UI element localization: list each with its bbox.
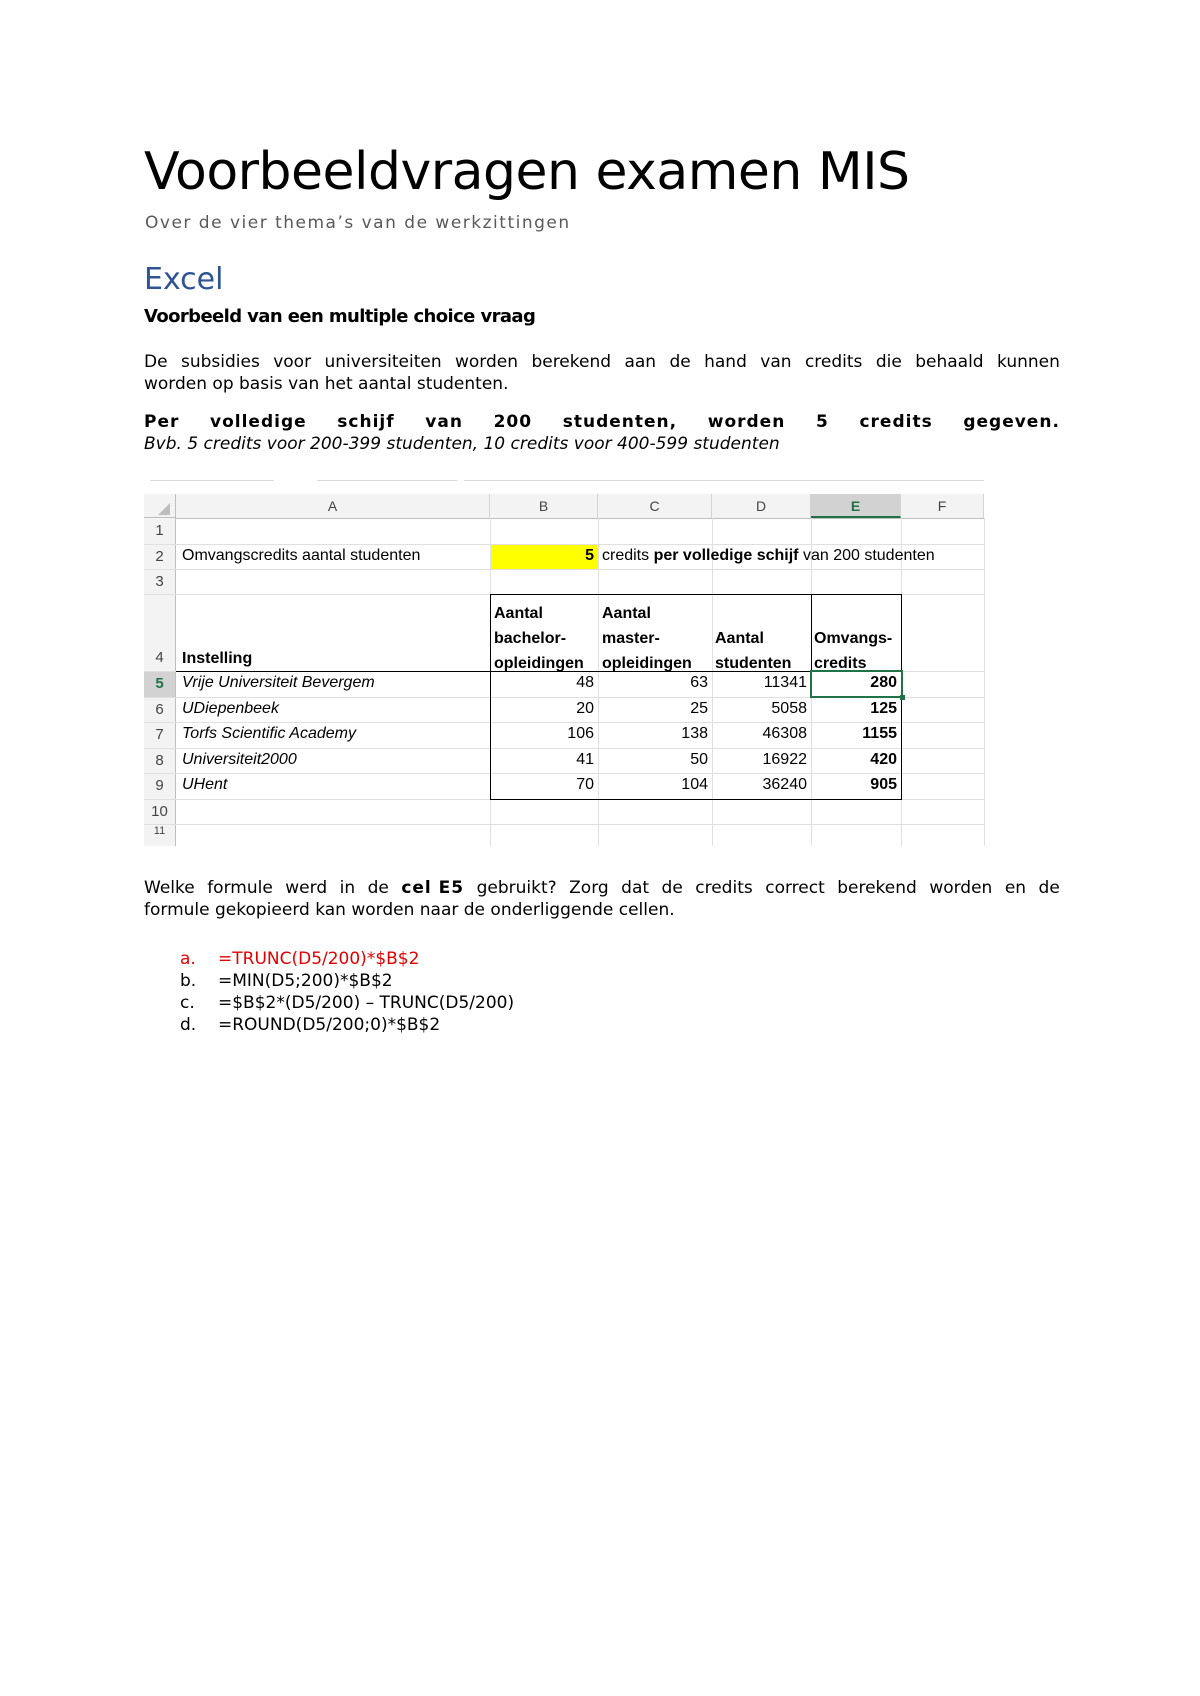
question-line1-word: cel E5 [401, 878, 465, 898]
rule-line-word: credits [859, 412, 933, 432]
intro-line1-word: kunnen [997, 352, 1060, 372]
cell-a4[interactable]: Instelling [182, 650, 253, 667]
intro-line1-word: universiteiten [324, 352, 442, 372]
rule-line-word: gegeven. [963, 412, 1060, 432]
rule-line-word: schijf [337, 412, 395, 432]
cell-master[interactable]: 138 [681, 725, 708, 742]
question-line-1 [144, 877, 1060, 899]
column-header-c[interactable]: C [598, 494, 712, 518]
cell-b4-line-3: opleidingen [494, 655, 584, 672]
option-letter: d. [180, 1015, 197, 1035]
cell-c2-text-2: per [653, 547, 683, 564]
cell-credits[interactable]: 125 [870, 700, 897, 717]
rule-line [144, 411, 1060, 433]
rule-paragraph [144, 411, 1060, 455]
cell-students[interactable]: 5058 [771, 700, 807, 717]
question-line1-word: gebruikt? [476, 878, 557, 898]
cell-master[interactable]: 25 [690, 700, 708, 717]
intro-line1-word: De [144, 352, 168, 372]
option-text: =MIN(D5;200)*$B$2 [218, 971, 393, 991]
row-header-2[interactable]: 2 [144, 544, 176, 569]
cell-a2[interactable]: Omvangscredits aantal studenten [182, 547, 421, 564]
cell-credits[interactable]: 905 [870, 776, 897, 793]
cell-bachelor[interactable]: 106 [567, 725, 594, 742]
document-subtitle: Over de vier thema’s van de werkzittingen [145, 213, 571, 233]
cell-e4[interactable] [814, 626, 892, 676]
cell-b2[interactable]: 5 [585, 547, 594, 564]
cell-c4-line-3: opleidingen [602, 655, 692, 672]
fill-handle[interactable] [900, 695, 905, 700]
intro-line1-word: die [875, 352, 902, 372]
option-letter: a. [180, 949, 196, 969]
intro-line1-word: hand [704, 352, 747, 372]
row-header-5[interactable]: 5 [144, 671, 176, 697]
row-header-3[interactable]: 3 [144, 569, 176, 594]
rule-line-word: studenten, [562, 412, 678, 432]
cell-c4[interactable] [602, 601, 692, 676]
row-header-8[interactable]: 8 [144, 748, 176, 773]
cell-c2-text-4: van 200 studenten [802, 547, 935, 564]
answer-option-d [180, 1014, 514, 1036]
question-line1-word: de [1038, 878, 1060, 898]
column-header-d[interactable]: D [712, 494, 811, 518]
cell-institution[interactable]: UHent [182, 776, 228, 793]
row-header-6[interactable]: 6 [144, 697, 176, 722]
cell-students[interactable]: 36240 [762, 776, 807, 793]
intro-line1-word: voor [273, 352, 312, 372]
row-header-7[interactable]: 7 [144, 722, 176, 748]
cell-bachelor[interactable]: 70 [576, 776, 594, 793]
question-line1-word: de [367, 878, 389, 898]
answer-option-c [180, 992, 514, 1014]
cell-bachelor[interactable]: 20 [576, 700, 594, 717]
cell-c2[interactable] [602, 547, 935, 565]
question-line1-word: Welke [144, 878, 195, 898]
question-line1-word: de [661, 878, 683, 898]
cell-e4-line-1: Omvangs- [814, 630, 893, 647]
option-letter: b. [180, 971, 197, 991]
cell-students[interactable]: 16922 [762, 751, 807, 768]
row-header-4[interactable]: 4 [144, 594, 176, 671]
cell-students[interactable]: 46308 [762, 725, 807, 742]
intro-line1-word: worden [455, 352, 519, 372]
rule-line-word: 200 [493, 412, 533, 432]
example-line: Bvb. 5 credits voor 200-399 studenten, 10 credits voor 400-599 studenten [144, 434, 780, 454]
cell-b4[interactable] [494, 601, 584, 676]
question-line1-word: en [1004, 878, 1027, 898]
intro-line1-word: van [760, 352, 792, 372]
question-line1-word: worden [929, 878, 993, 898]
row-header-1[interactable]: 1 [144, 518, 176, 544]
rule-line-word: Per [144, 412, 180, 432]
question-line1-word: correct [765, 878, 825, 898]
answer-option-a [180, 948, 514, 970]
question-line1-word: in [339, 878, 356, 898]
cell-institution[interactable]: Torfs Scientific Academy [182, 725, 356, 742]
option-text: =$B$2*(D5/200) – TRUNC(D5/200) [218, 993, 515, 1013]
cell-credits[interactable]: 1155 [862, 725, 897, 742]
question-line1-word: Zorg [569, 878, 609, 898]
active-cell-e5[interactable] [810, 670, 903, 698]
intro-line1-word: behaald [915, 352, 984, 372]
cell-d4-line-1: Aantal [715, 630, 764, 647]
intro-line-1 [144, 351, 1060, 373]
section-heading: Excel [144, 262, 224, 297]
row-header-11[interactable]: 11 [144, 824, 176, 846]
cell-institution[interactable]: Vrije Universiteit Bevergem [182, 674, 375, 691]
intro-line1-word: credits [804, 352, 863, 372]
cell-institution[interactable]: UDiepenbeek [182, 700, 279, 717]
cell-d4-line-2: studenten [715, 655, 792, 672]
cell-c2-text-3: volledige schijf [682, 547, 803, 564]
intro-line-2: worden op basis van het aantal studenten. [144, 374, 509, 394]
cell-institution[interactable]: Universiteit2000 [182, 751, 297, 768]
option-text: =ROUND(D5/200;0)*$B$2 [218, 1015, 441, 1035]
cell-master[interactable]: 50 [690, 751, 708, 768]
cell-e4-line-2: credits [814, 655, 867, 672]
answer-options [180, 948, 514, 1036]
cell-bachelor[interactable]: 41 [576, 751, 594, 768]
question-line1-word: credits [695, 878, 753, 898]
column-header-a[interactable]: A [176, 494, 490, 518]
rule-line-word: volledige [210, 412, 307, 432]
answer-option-b [180, 970, 514, 992]
option-text: =TRUNC(D5/200)*$B$2 [218, 949, 420, 969]
cell-credits[interactable]: 280 [870, 674, 897, 691]
question-line1-word: dat [621, 878, 650, 898]
cell-bachelor[interactable]: 48 [576, 674, 594, 691]
question-line-2: formule gekopieerd kan worden naar de onderliggende cellen. [144, 900, 675, 920]
intro-line1-word: subsidies [180, 352, 260, 372]
rule-line-word: worden [707, 412, 786, 432]
column-header-b[interactable]: B [490, 494, 598, 518]
column-header-e[interactable]: E [811, 494, 901, 518]
option-letter: c. [180, 993, 195, 1013]
question-paragraph [144, 877, 1060, 921]
rule-line-word: 5 [815, 412, 829, 432]
subheading: Voorbeeld van een multiple choice vraag [144, 306, 536, 327]
cell-b4-line-1: Aantal [494, 605, 543, 622]
question-line1-word: formule [207, 878, 273, 898]
excel-screenshot [144, 478, 984, 846]
question-line1-word: berekend [837, 878, 917, 898]
intro-paragraph [144, 351, 1060, 395]
cell-credits[interactable]: 420 [870, 751, 897, 768]
cell-d4[interactable] [715, 626, 791, 676]
cell-master[interactable]: 63 [690, 674, 708, 691]
cell-c4-line-2: master- [602, 630, 660, 647]
column-header-f[interactable]: F [901, 494, 984, 518]
cell-c4-line-1: Aantal [602, 605, 651, 622]
cell-b4-line-2: bachelor- [494, 630, 567, 647]
cell-students[interactable]: 11341 [763, 674, 807, 691]
select-all-icon [158, 503, 170, 515]
question-line1-word: werd [285, 878, 328, 898]
intro-line1-word: de [669, 352, 691, 372]
row-header-9[interactable]: 9 [144, 773, 176, 799]
intro-line1-word: berekend [531, 352, 612, 372]
row-header-10[interactable]: 10 [144, 799, 176, 824]
intro-line1-word: aan [624, 352, 657, 372]
rule-line-word: van [425, 412, 463, 432]
cell-master[interactable]: 104 [681, 776, 708, 793]
document-title: Voorbeeldvragen examen MIS [144, 142, 910, 202]
cell-c2-text-1: credits [602, 547, 654, 564]
